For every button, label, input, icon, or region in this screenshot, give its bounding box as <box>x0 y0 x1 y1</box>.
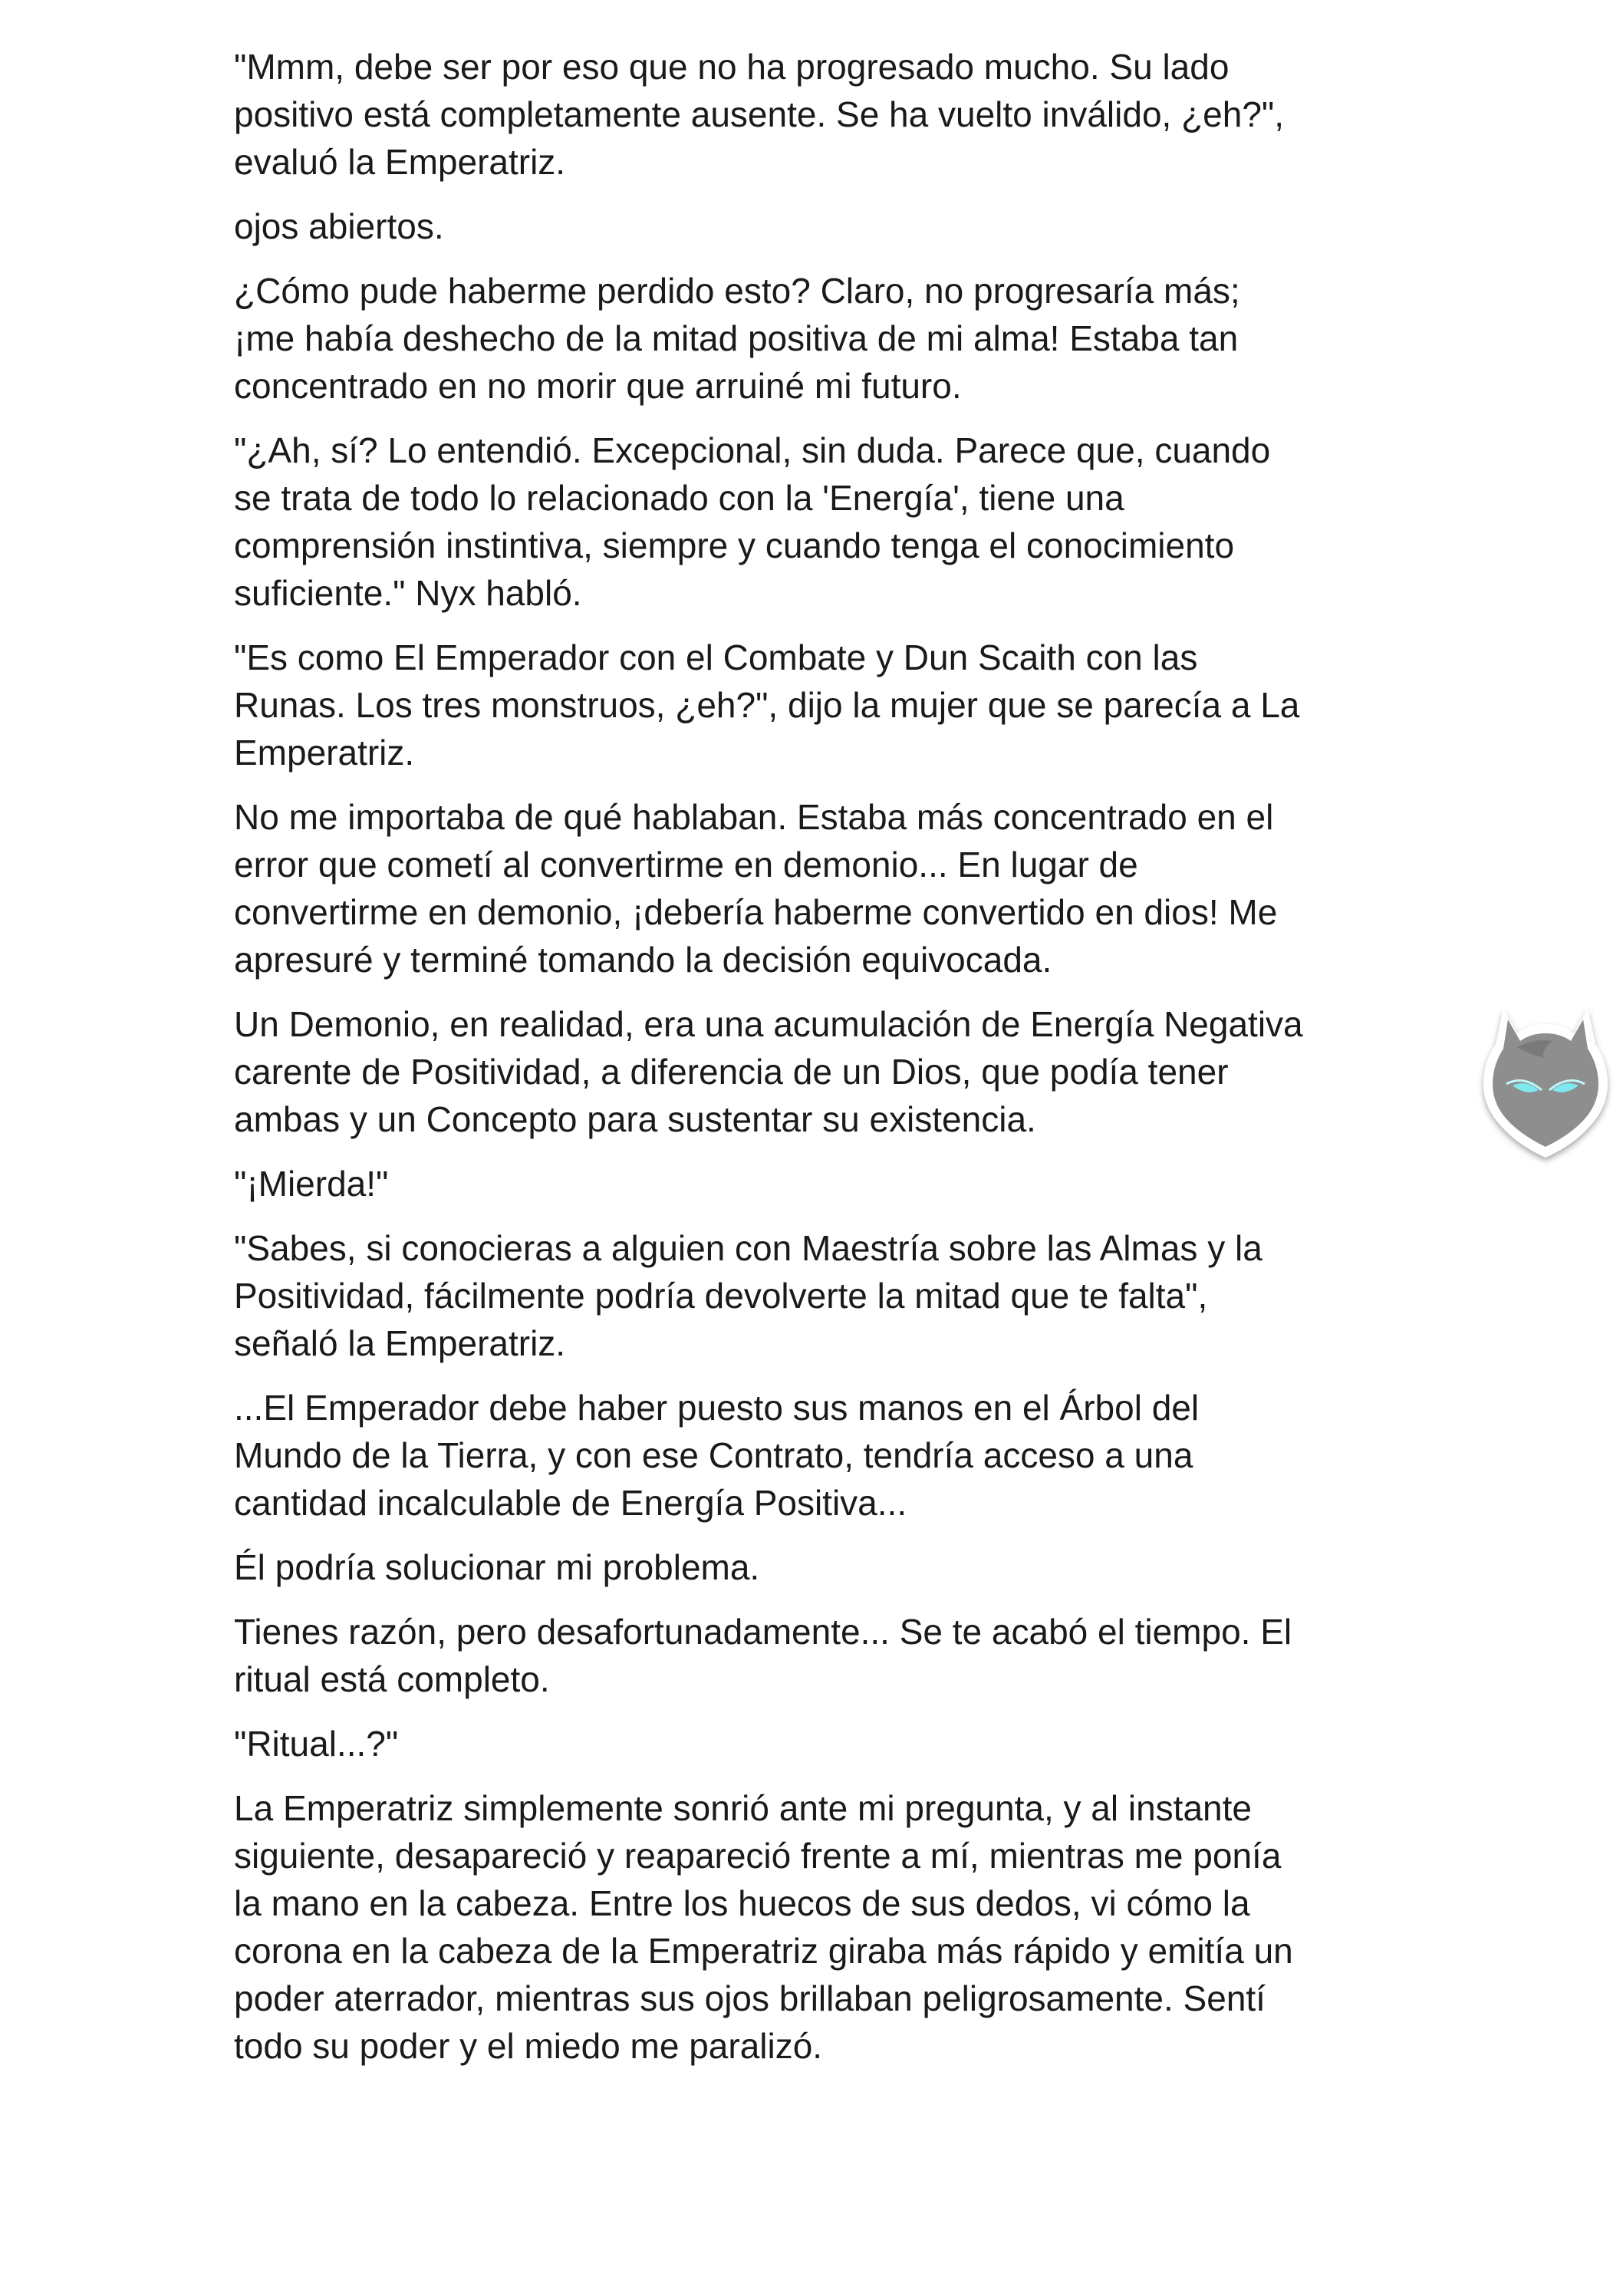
paragraph: "¿Ah, sí? Lo entendió. Excepcional, sin duda. Parece que, cuando se trata de todo lo relacionado con la 'Energía', tiene una comprensión instintiva, siempre y cuando tenga el conocimiento suficiente." Nyx habló. <box>234 430 1271 613</box>
demon-head-icon <box>1473 993 1618 1170</box>
paragraph: "Mmm, debe ser por eso que no ha progresado mucho. Su lado positivo está completamente ausente. Se ha vuelto inválido, ¿eh?", evaluó la Emperatriz. <box>234 47 1285 182</box>
paragraph: "Sabes, si conocieras a alguien con Maestría sobre las Almas y la Positividad, fácilmente podría devolverte la mitad que te falta", señaló la Emperatriz. <box>234 1228 1263 1363</box>
document-body <box>234 43 1407 2087</box>
paragraph: "Ritual...?" <box>234 1724 399 1764</box>
paragraph: ojos abiertos. <box>234 206 444 246</box>
paragraph: Él podría solucionar mi problema. <box>234 1547 760 1587</box>
paragraph: La Emperatriz simplemente sonrió ante mi pregunta, y al instante siguiente, desapareció y reapareció frente a mí, mientras me ponía la mano en la cabeza. Entre los huecos de sus dedos, vi cómo la corona en la cabeza de la Emperatriz giraba más rápido y emitía un poder aterrador, mientras sus ojos brillaban peligrosamente. Sentí todo su poder y el miedo me paralizó. <box>234 1788 1293 2066</box>
paragraph: ¿Cómo pude haberme perdido esto? Claro, no progresaría más; ¡me había deshecho de la mitad positiva de mi alma! Estaba tan concentrado en no morir que arruiné mi futuro. <box>234 271 1240 406</box>
paragraph: No me importaba de qué hablaban. Estaba más concentrado en el error que cometí al convertirme en demonio... En lugar de convertirme en demonio, ¡debería haberme convertido en dios! Me apresuré y terminé tomando la decisión equivocada. <box>234 797 1278 980</box>
paragraph: ...El Emperador debe haber puesto sus manos en el Árbol del Mundo de la Tierra, y con ese Contrato, tendría acceso a una cantidad incalculable de Energía Positiva... <box>234 1388 1200 1523</box>
paragraph: "¡Mierda!" <box>234 1164 389 1204</box>
paragraph: Un Demonio, en realidad, era una acumulación de Energía Negativa carente de Positividad, a diferencia de un Dios, que podía tener ambas y un Concepto para sustentar su existencia. <box>234 1004 1303 1139</box>
paragraph: "Es como El Emperador con el Combate y Dun Scaith con las Runas. Los tres monstruos, ¿eh?", dijo la mujer que se parecía a La Emperatriz. <box>234 637 1300 772</box>
paragraph: Tienes razón, pero desafortunadamente... Se te acabó el tiempo. El ritual está completo. <box>234 1612 1292 1699</box>
